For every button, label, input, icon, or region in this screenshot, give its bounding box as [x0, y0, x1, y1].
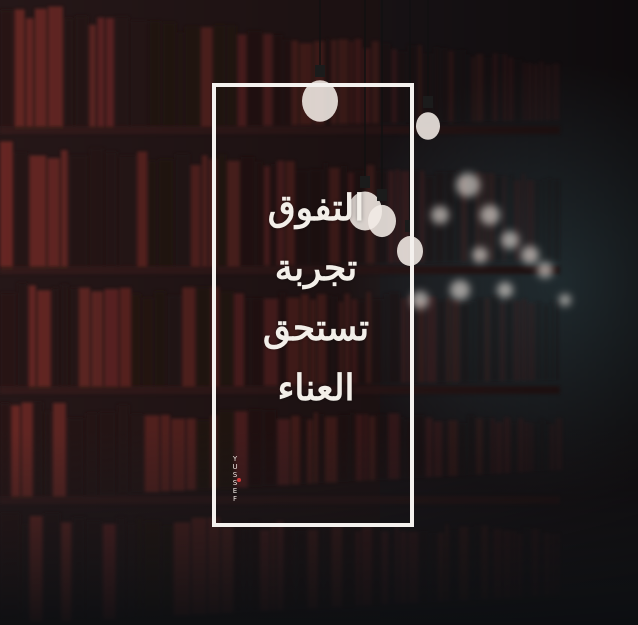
- signature-letter: S: [232, 479, 238, 487]
- bokeh-light: [501, 231, 519, 249]
- bokeh-light: [559, 294, 571, 306]
- quote-line-2: تجربة: [274, 247, 358, 289]
- bokeh-light: [497, 282, 513, 298]
- quote-line-1: التفوق: [267, 187, 365, 229]
- bokeh-light: [480, 205, 500, 225]
- signature-letter: Y: [232, 455, 238, 463]
- bulb-socket: [315, 65, 325, 77]
- bokeh-light: [521, 246, 539, 264]
- signature-letter: S: [232, 471, 238, 479]
- bokeh-light: [537, 262, 553, 278]
- signature-letter: U: [232, 463, 238, 471]
- bokeh-light: [450, 280, 470, 300]
- quote-line-3: تستحق: [262, 307, 370, 349]
- quote-line-4: العناء: [277, 367, 355, 409]
- signature-letter: E: [232, 487, 238, 495]
- heart-icon: [237, 478, 241, 482]
- bokeh-light: [456, 173, 480, 197]
- bokeh-light: [431, 206, 449, 224]
- signature-letter: F: [232, 495, 238, 503]
- light-bulb: [416, 112, 440, 140]
- bulb-socket: [423, 96, 433, 108]
- bokeh-light: [472, 247, 488, 263]
- arabic-quote: [226, 178, 406, 418]
